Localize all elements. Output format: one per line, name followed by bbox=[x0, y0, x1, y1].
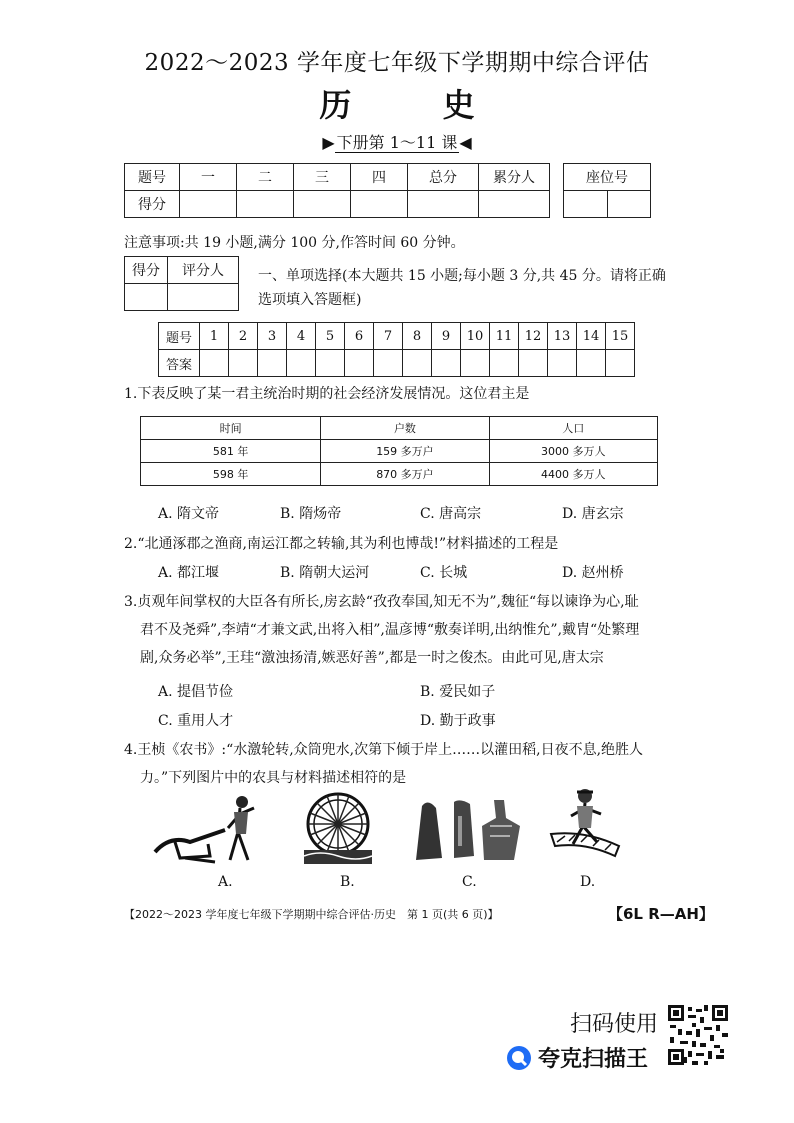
q4-line: 4.王桢《农书》:“水激轮转,众筒兜水,次第下倾于岸上……以灌田稻,日夜不息,绝胜人 bbox=[124, 742, 644, 758]
grader-table bbox=[124, 256, 239, 311]
q1-option-a[interactable]: A. 隋文帝 bbox=[158, 506, 220, 522]
exam-title: 2022～2023 学年度七年级下学期期中综合评估 bbox=[144, 50, 650, 76]
answer-number: 8 bbox=[403, 323, 432, 350]
q1-table-cell: 598 年 bbox=[141, 463, 321, 486]
grader-name-label: 评分人 bbox=[168, 257, 239, 284]
answer-number: 11 bbox=[490, 323, 519, 350]
q2-option-a[interactable]: A. 都江堰 bbox=[158, 565, 220, 581]
answer-number: 13 bbox=[548, 323, 577, 350]
score-header-cell: 一 bbox=[180, 164, 237, 191]
subject-title: 历 史 bbox=[319, 86, 515, 124]
score-header-cell: 四 bbox=[351, 164, 408, 191]
answer-number: 6 bbox=[345, 323, 374, 350]
q4-line: 力。”下列图片中的农具与材料描述相符的是 bbox=[140, 770, 407, 786]
score-cell[interactable] bbox=[351, 191, 408, 218]
q1-table-header: 人口 bbox=[489, 417, 657, 440]
answer-cell[interactable] bbox=[316, 350, 345, 377]
score-header-cell: 三 bbox=[294, 164, 351, 191]
plow-image[interactable] bbox=[150, 790, 280, 868]
answer-cell[interactable] bbox=[519, 350, 548, 377]
q1-option-c[interactable]: C. 唐高宗 bbox=[420, 506, 482, 522]
treadle-pump-image[interactable] bbox=[545, 786, 625, 866]
answer-row-label: 答案 bbox=[159, 350, 200, 377]
q1-stem: 1.下表反映了某一君主统治时期的社会经济发展情况。这位君主是 bbox=[124, 386, 530, 402]
section-heading: 一、单项选择(本大题共 15 小题;每小题 3 分,共 45 分。请将正确选项填入答题框) bbox=[258, 268, 666, 308]
q3-option-a[interactable]: A. 提倡节俭 bbox=[158, 684, 234, 700]
qr-code-icon[interactable] bbox=[668, 1005, 728, 1065]
score-cell[interactable] bbox=[479, 191, 550, 218]
quark-logo-icon bbox=[506, 1045, 532, 1071]
answer-row-label: 题号 bbox=[159, 323, 200, 350]
scanner-brand bbox=[506, 1042, 648, 1073]
q3-stem bbox=[124, 588, 684, 672]
notice: 注意事项:共 19 小题,满分 100 分,作答时间 60 分钟。 bbox=[124, 235, 465, 251]
q4-image-label-c: C. bbox=[462, 874, 477, 890]
q1-table-cell: 870 多万户 bbox=[321, 463, 489, 486]
scope-right-triangle: ◀ bbox=[459, 133, 472, 152]
score-header-cell: 题号 bbox=[125, 164, 180, 191]
q3-option-d[interactable]: D. 勤于政事 bbox=[420, 713, 496, 729]
answer-cell[interactable] bbox=[287, 350, 316, 377]
answer-number: 1 bbox=[200, 323, 229, 350]
answer-cell[interactable] bbox=[461, 350, 490, 377]
answer-number: 12 bbox=[519, 323, 548, 350]
answer-cell[interactable] bbox=[577, 350, 606, 377]
stone-tools-image[interactable] bbox=[410, 796, 530, 866]
grader-score-cell[interactable] bbox=[125, 284, 168, 311]
scan-to-use-label: 扫码使用 bbox=[570, 1012, 659, 1037]
seat-cell[interactable] bbox=[607, 191, 651, 218]
q1-data-table bbox=[140, 416, 658, 486]
answer-number: 2 bbox=[229, 323, 258, 350]
answer-cell[interactable] bbox=[200, 350, 229, 377]
seat-label: 座位号 bbox=[564, 164, 651, 191]
q3-option-b[interactable]: B. 爱民如子 bbox=[420, 684, 496, 700]
score-cell[interactable] bbox=[237, 191, 294, 218]
score-cell[interactable] bbox=[408, 191, 479, 218]
answer-table bbox=[158, 322, 635, 377]
score-header-cell: 累分人 bbox=[479, 164, 550, 191]
q1-table-cell: 159 多万户 bbox=[321, 440, 489, 463]
answer-number: 7 bbox=[374, 323, 403, 350]
scope-text: 下册第 1～11 课 bbox=[336, 133, 458, 152]
answer-number: 5 bbox=[316, 323, 345, 350]
answer-number: 10 bbox=[461, 323, 490, 350]
grader-score-label: 得分 bbox=[125, 257, 168, 284]
q2-option-d[interactable]: D. 赵州桥 bbox=[562, 565, 624, 581]
seat-table bbox=[563, 163, 651, 218]
q2-stem: 2.“北通涿郡之渔商,南运江都之转输,其为利也博哉!”材料描述的工程是 bbox=[124, 536, 559, 552]
q1-table-cell: 4400 多万人 bbox=[489, 463, 657, 486]
q4-image-label-b: B. bbox=[340, 874, 355, 890]
q3-option-c[interactable]: C. 重用人才 bbox=[158, 713, 234, 729]
answer-number: 3 bbox=[258, 323, 287, 350]
q4-stem bbox=[124, 736, 684, 792]
grader-name-cell[interactable] bbox=[168, 284, 239, 311]
waterwheel-image[interactable] bbox=[300, 790, 376, 868]
seat-cell[interactable] bbox=[564, 191, 608, 218]
score-cell[interactable] bbox=[294, 191, 351, 218]
score-row-label: 得分 bbox=[125, 191, 180, 218]
q1-table-header: 户数 bbox=[321, 417, 489, 440]
answer-cell[interactable] bbox=[490, 350, 519, 377]
score-header-cell: 二 bbox=[237, 164, 294, 191]
q1-option-d[interactable]: D. 唐玄宗 bbox=[562, 506, 624, 522]
q4-image-label-d: D. bbox=[580, 874, 596, 890]
answer-cell[interactable] bbox=[606, 350, 635, 377]
answer-cell[interactable] bbox=[229, 350, 258, 377]
answer-cell[interactable] bbox=[548, 350, 577, 377]
score-table bbox=[124, 163, 550, 218]
q3-line: 君不及尧舜”,李靖“才兼文武,出将入相”,温彦博“敷奏详明,出纳惟允”,戴胄“处繁理 bbox=[140, 622, 640, 638]
q3-line: 3.贞观年间掌权的大臣各有所长,房玄龄“孜孜奉国,知无不为”,魏征“每以谏诤为心,耻 bbox=[124, 594, 639, 610]
scope-line bbox=[0, 130, 794, 153]
page-footer: 【2022～2023 学年度七年级下学期期中综合评估·历史 第 1 页(共 6 页)】 bbox=[124, 908, 499, 921]
answer-cell[interactable] bbox=[403, 350, 432, 377]
q1-option-b[interactable]: B. 隋炀帝 bbox=[280, 506, 342, 522]
answer-cell[interactable] bbox=[345, 350, 374, 377]
scanner-brand-name: 夸克扫描王 bbox=[538, 1047, 649, 1072]
q1-table-cell: 581 年 bbox=[141, 440, 321, 463]
score-header-cell: 总分 bbox=[408, 164, 479, 191]
answer-cell[interactable] bbox=[374, 350, 403, 377]
scope-left-triangle: ▶ bbox=[322, 133, 335, 152]
exam-code: 【6L R—AH】 bbox=[608, 905, 714, 923]
answer-number: 4 bbox=[287, 323, 316, 350]
answer-cell[interactable] bbox=[258, 350, 287, 377]
answer-number: 9 bbox=[432, 323, 461, 350]
q1-table-header: 时间 bbox=[141, 417, 321, 440]
q4-image-label-a: A. bbox=[218, 874, 233, 890]
answer-number: 14 bbox=[577, 323, 606, 350]
q2-option-c[interactable]: C. 长城 bbox=[420, 565, 468, 581]
answer-cell[interactable] bbox=[432, 350, 461, 377]
q1-table-cell: 3000 多万人 bbox=[489, 440, 657, 463]
answer-number: 15 bbox=[606, 323, 635, 350]
q3-line: 剧,众务必举”,王珪“激浊扬清,嫉恶好善”,都是一时之俊杰。由此可见,唐太宗 bbox=[140, 650, 604, 666]
q2-option-b[interactable]: B. 隋朝大运河 bbox=[280, 565, 370, 581]
score-cell[interactable] bbox=[180, 191, 237, 218]
